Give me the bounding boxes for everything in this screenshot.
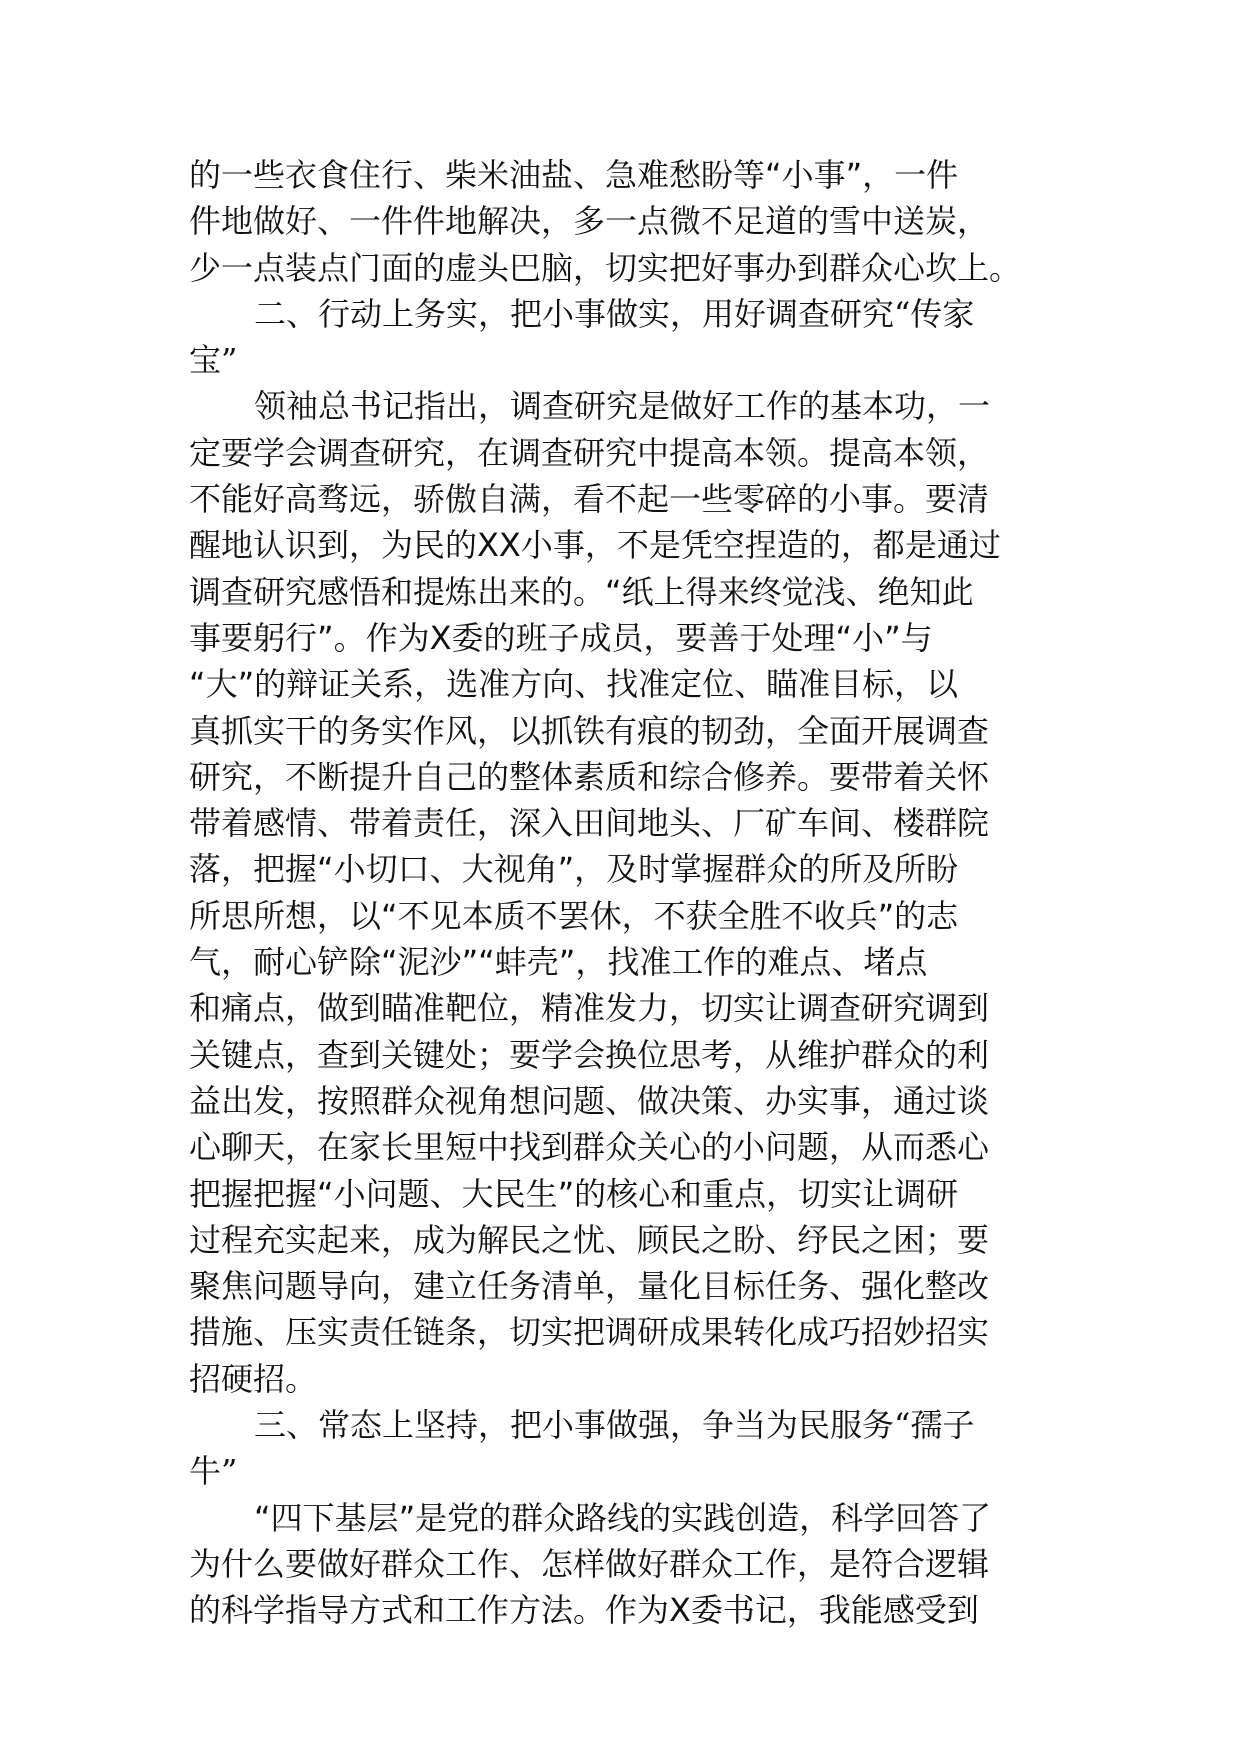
section-heading-line: 二、行动上务实，把小事做实，用好调查研究“传家 (254, 294, 975, 333)
section-heading-line: 宝” (189, 341, 238, 380)
body-text-line: 聚焦问题导向，建立任务清单，量化目标任务、强化整改 (189, 1267, 990, 1306)
body-text-line: 件地做好、一件件地解决，多一点微不足道的雪中送炭， (189, 202, 990, 241)
body-text-line: 领袖总书记指出，调查研究是做好工作的基本功，一 (254, 387, 991, 426)
body-text-line: “四下基层”是党的群众路线的实践创造，科学回答了 (254, 1498, 992, 1537)
body-text-line: 关键点，查到关键处；要学会换位思考，从维护群众的利 (189, 1035, 990, 1074)
body-text-line: 带着感情、带着责任，深入田间地头、厂矿车间、楼群院 (189, 804, 990, 843)
body-text-line: 益出发，按照群众视角想问题、做决策、办实事，通过谈 (189, 1081, 990, 1120)
body-text-line: 把握把握“小问题、大民生”的核心和重点，切实让调研 (189, 1174, 959, 1213)
document-body (189, 152, 1059, 1634)
body-text-line: 和痛点，做到瞄准靶位，精准发力，切实让调查研究调到 (189, 989, 990, 1028)
body-text-line: 过程充实起来，成为解民之忧、顾民之盼、纾民之困；要 (189, 1220, 990, 1259)
body-text-line: 真抓实干的务实作风，以抓铁有痕的韧劲，全面开展调查 (189, 711, 990, 750)
body-text-line: 落，把握“小切口、大视角”，及时掌握群众的所及所盼 (189, 850, 959, 889)
body-text-line: 调查研究感悟和提炼出来的。“纸上得来终觉浅、绝知此 (189, 572, 974, 611)
body-text-line: 醒地认识到，为民的XX小事，不是凭空捏造的，都是通过 (189, 526, 1001, 565)
body-text-line: 研究，不断提升自己的整体素质和综合修养。要带着关怀 (189, 757, 990, 796)
body-text-line: “大”的辩证关系，选准方向、找准定位、瞄准目标，以 (189, 665, 959, 704)
body-text-line: 的一些衣食住行、柴米油盐、急难愁盼等“小事”，一件 (189, 156, 959, 194)
body-text-line: 措施、压实责任链条，切实把调研成果转化成巧招妙招实 (189, 1313, 990, 1352)
body-text-line: 不能好高骛远，骄傲自满，看不起一些零碎的小事。要清 (189, 480, 990, 519)
body-text-line: 定要学会调查研究，在调查研究中提高本领。提高本领， (189, 433, 990, 472)
body-text-line: 少一点装点门面的虚头巴脑，切实把好事办到群众心坎上。 (189, 248, 1022, 287)
body-text-line: 所思所想，以“不见本质不罢休，不获全胜不收兵”的志 (189, 896, 959, 935)
body-text-line: 的科学指导方式和工作方法。作为X委书记，我能感受到 (189, 1591, 979, 1630)
section-heading-line: 三、常态上坚持，把小事做强，争当为民服务“孺子 (254, 1406, 975, 1445)
body-text-line: 为什么要做好群众工作、怎样做好群众工作，是符合逻辑 (189, 1544, 990, 1583)
body-text-line: 招硬招。 (189, 1359, 318, 1398)
body-text-line: 心聊天，在家长里短中找到群众关心的小问题，从而悉心 (189, 1128, 990, 1167)
body-text-line: 事要躬行”。作为X委的班子成员，要善于处理“小”与 (189, 618, 933, 657)
section-heading-line: 牛” (189, 1452, 238, 1491)
body-text-line: 气，耐心铲除“泥沙”“蚌壳”，找准工作的难点、堵点 (189, 943, 928, 982)
